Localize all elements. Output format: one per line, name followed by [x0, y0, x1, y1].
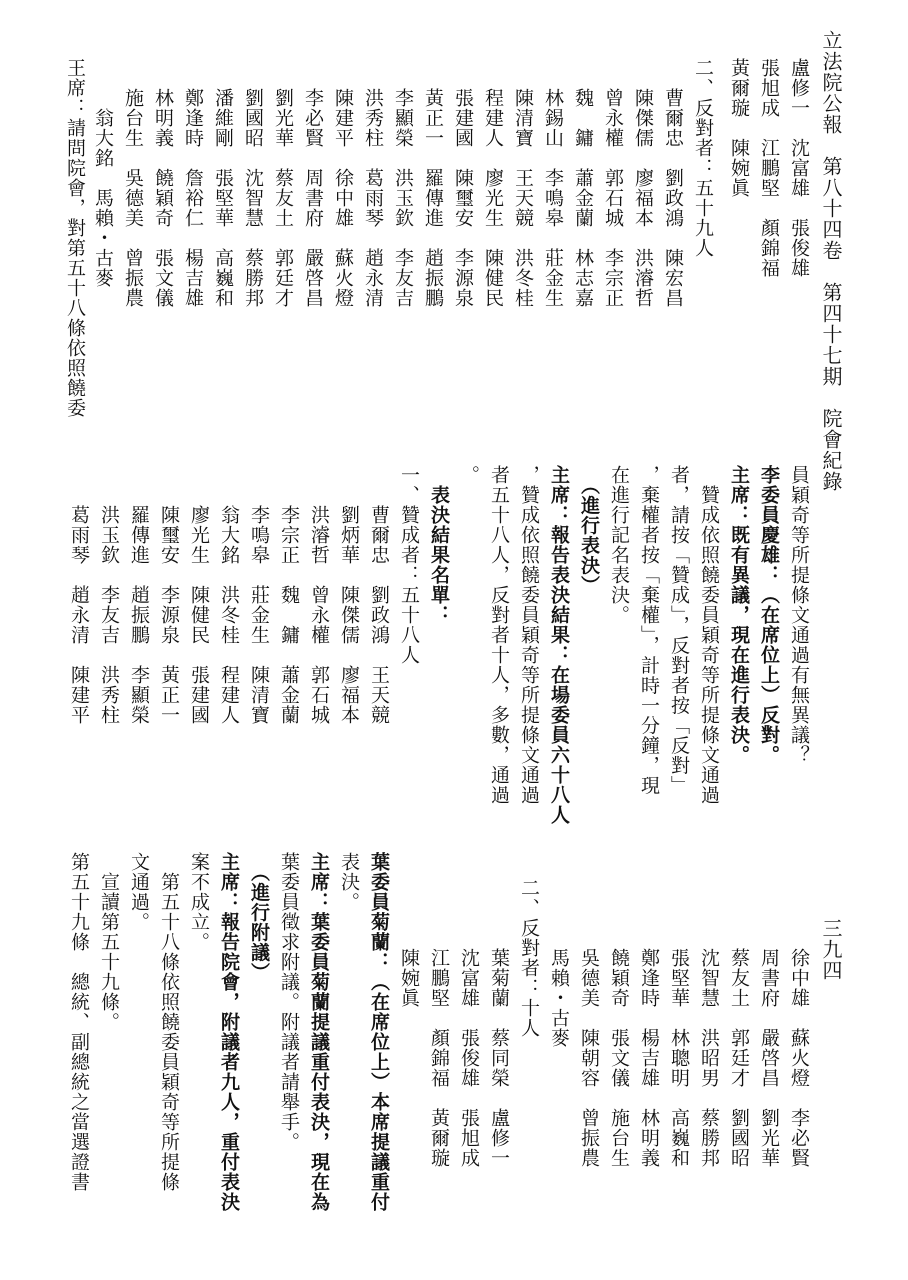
- text-line: 主席：報告院會，附議者九人，重付表決: [218, 852, 240, 1212]
- text-line: 陳璽安 李源泉 黃正一: [158, 465, 180, 725]
- page-header-title: 立法院公報 第八十四卷 第四十七期 院會紀錄: [819, 30, 843, 492]
- text-line: 潘維剛 張堅華 高巍和: [212, 88, 234, 308]
- text-line: 陳婉眞: [398, 908, 420, 1008]
- text-line: 二、反對者：十人: [518, 878, 540, 1038]
- text-line: 者五十八人，反對者十人，多數，通過: [488, 465, 510, 805]
- text-line: 洪秀柱 葛雨琴 趙永清: [362, 88, 384, 308]
- text-line: 主席：葉委員菊蘭提議重付表決，現在為: [308, 852, 330, 1212]
- text-line: 陳傑儒 廖福本 洪濬哲: [632, 88, 654, 308]
- text-line: 翁大銘 洪冬桂 程建人: [218, 465, 240, 725]
- text-line: 洪濬哲 曾永權 郭石城: [308, 465, 330, 725]
- text-line: 員穎奇等所提條文通過有無異議？: [788, 465, 810, 765]
- text-line: 王席：請問院會，對第五十八條依照饒委: [64, 58, 86, 418]
- text-line: 劉炳華 陳傑儒 廖福本: [338, 465, 360, 725]
- text-line: 表決結果名單：: [428, 465, 450, 625]
- text-line: 李宗正 魏 鏞 蕭金蘭: [278, 465, 300, 725]
- text-line: 黃正一 羅傳進 趙振鵬: [422, 88, 444, 308]
- text-line: 馬賴・古麥: [548, 908, 570, 1048]
- text-line: 主席：既有異議，現在進行表決。: [728, 465, 750, 765]
- text-line: 陳建平 徐中雄 蘇火燈: [332, 88, 354, 308]
- text-line: 曹爾忠 劉政鴻 陳宏昌: [662, 88, 684, 308]
- text-line: 羅傳進 趙振鵬 李顯榮: [128, 465, 150, 725]
- text-line: 李顯榮 洪玉欽 李友吉: [392, 88, 414, 308]
- page-number: 三九四: [819, 918, 843, 981]
- text-line: 葉菊蘭 蔡同榮 盧修一: [488, 908, 510, 1168]
- text-line: 葛雨琴 趙永清 陳建平: [68, 465, 90, 725]
- text-line: 吳德美 陳朝容 曾振農: [578, 908, 600, 1168]
- text-line: 贊成依照饒委員穎奇等所提條文通過: [698, 465, 720, 805]
- text-line: 葉委員徵求附議。附議者請舉手。: [278, 852, 300, 1152]
- text-line: 曾永權 郭石城 李宗正: [602, 88, 624, 308]
- text-line: 者，請按「贊成」，反對者按「反對」: [668, 465, 690, 796]
- text-line: 陳清寶 王天競 洪冬桂: [512, 88, 534, 308]
- text-line: 。: [458, 465, 480, 485]
- text-line: 案不成立。: [188, 852, 210, 952]
- text-line: 一、贊成者：五十八人: [398, 465, 420, 665]
- text-line: （進行附議）: [248, 852, 270, 983]
- text-line: 張建國 陳璽安 李源泉: [452, 88, 474, 308]
- text-line: 施台生 吳德美 曾振農: [122, 88, 144, 308]
- text-line: 李鳴皋 莊金生 陳清寶: [248, 465, 270, 725]
- text-line: 洪玉欽 李友吉 洪秀柱: [98, 465, 120, 725]
- text-line: 二、反對者：五十九人: [692, 58, 714, 258]
- text-line: 鄭逢時 楊吉雄 林明義: [638, 908, 660, 1168]
- text-line: 在進行記名表決。: [608, 465, 630, 625]
- text-line: 饒穎奇 張文儀 施台生: [608, 908, 630, 1168]
- text-line: 沈富雄 張俊雄 張旭成: [458, 908, 480, 1168]
- text-line: 周書府 嚴啓昌 劉光華: [758, 908, 780, 1168]
- text-line: 宣讀第五十九條。: [98, 852, 120, 1032]
- text-line: （進行表決）: [578, 465, 600, 596]
- text-line: 林錫山 李鳴皋 莊金生: [542, 88, 564, 308]
- text-line: 鄭逢時 詹裕仁 楊吉雄: [182, 88, 204, 308]
- text-line: 江鵬堅 顏錦福 黃爾璇: [428, 908, 450, 1168]
- text-line: 文通過。: [128, 852, 150, 932]
- text-line: 表決。: [338, 852, 360, 912]
- text-line: 主席：報告表決結果：在場委員六十八人: [548, 465, 570, 825]
- text-line: 沈智慧 洪昭男 蔡勝邦: [698, 908, 720, 1168]
- text-line: 翁大銘 馬賴・古麥: [92, 88, 114, 288]
- text-line: 曹爾忠 劉政鴻 王天競: [368, 465, 390, 725]
- text-line: 李必賢 周書府 嚴啓昌: [302, 88, 324, 308]
- text-line: 李委員慶雄：（在席位上）反對。: [758, 465, 780, 765]
- text-line: 蔡友土 郭廷才 劉國昭: [728, 908, 750, 1168]
- text-line: 劉國昭 沈智慧 蔡勝邦: [242, 88, 264, 308]
- text-line: 徐中雄 蘇火燈 李必賢: [788, 908, 810, 1168]
- text-line: 盧修一 沈富雄 張俊雄: [788, 58, 810, 278]
- text-line: ，贊成依照饒委員穎奇等所提條文通過: [518, 465, 540, 805]
- text-line: 第五十九條 總統、副總統之當選證書: [68, 852, 90, 1192]
- text-line: 張堅華 林聰明 高巍和: [668, 908, 690, 1168]
- text-line: 廖光生 陳健民 張建國: [188, 465, 210, 725]
- text-line: 魏 鏞 蕭金蘭 林志嘉: [572, 88, 594, 308]
- text-line: ，棄權者按「棄權」，計時一分鐘，現: [638, 465, 660, 796]
- text-line: 第五十八條依照饒委員穎奇等所提條: [158, 852, 180, 1192]
- text-line: 林明義 饒穎奇 張文儀: [152, 88, 174, 308]
- text-line: 劉光華 蔡友土 郭廷才: [272, 88, 294, 308]
- text-line: 葉委員菊蘭：（在席位上）本席提議重付: [368, 852, 390, 1212]
- text-line: 張旭成 江鵬堅 顏錦福: [758, 58, 780, 278]
- text-line: 黃爾璇 陳婉眞: [728, 58, 750, 198]
- text-line: 程建人 廖光生 陳健民: [482, 88, 504, 308]
